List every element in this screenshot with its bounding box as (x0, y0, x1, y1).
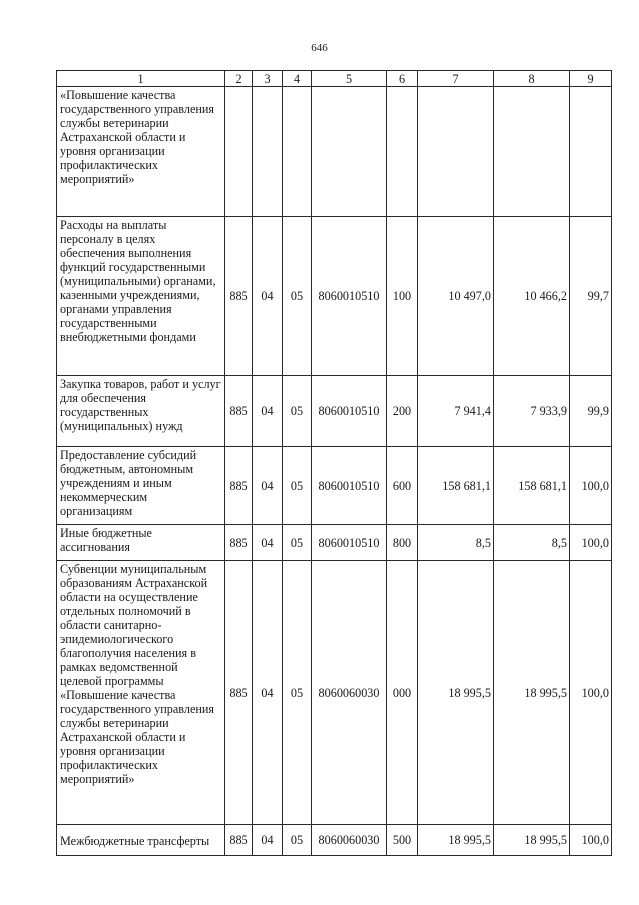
cell-target-article: 8060060030 (312, 561, 387, 825)
cell-ministry-code: 885 (225, 217, 253, 376)
row-description: Закупка товаров, работ и услуг для обеспечения государственных (муниципальных) нужд (57, 376, 225, 447)
cell-percent: 100,0 (570, 561, 612, 825)
cell-subsection: 05 (283, 376, 312, 447)
cell-target-article: 8060010510 (312, 525, 387, 561)
cell-target-article: 8060010510 (312, 447, 387, 525)
cell-subsection (283, 87, 312, 217)
cell-planned-amount: 18 995,5 (418, 561, 494, 825)
cell-actual-amount: 18 995,5 (494, 561, 570, 825)
cell-target-article: 8060010510 (312, 376, 387, 447)
cell-percent: 99,9 (570, 376, 612, 447)
cell-actual-amount: 18 995,5 (494, 825, 570, 856)
cell-percent: 100,0 (570, 447, 612, 525)
cell-expense-type: 600 (387, 447, 418, 525)
page-number: 646 (311, 42, 328, 54)
header-cell-4: 4 (283, 71, 312, 87)
header-cell-9: 9 (570, 71, 612, 87)
cell-actual-amount: 8,5 (494, 525, 570, 561)
table-row (57, 561, 612, 825)
cell-actual-amount: 158 681,1 (494, 447, 570, 525)
cell-ministry-code: 885 (225, 447, 253, 525)
header-cell-6: 6 (387, 71, 418, 87)
cell-percent (570, 87, 612, 217)
cell-section: 04 (253, 525, 283, 561)
cell-planned-amount: 10 497,0 (418, 217, 494, 376)
cell-planned-amount: 158 681,1 (418, 447, 494, 525)
table-row (57, 525, 612, 561)
table-row (57, 87, 612, 217)
cell-section: 04 (253, 825, 283, 856)
cell-planned-amount: 7 941,4 (418, 376, 494, 447)
cell-ministry-code: 885 (225, 561, 253, 825)
cell-section: 04 (253, 376, 283, 447)
header-cell-8: 8 (494, 71, 570, 87)
cell-subsection: 05 (283, 447, 312, 525)
cell-percent: 100,0 (570, 525, 612, 561)
cell-ministry-code: 885 (225, 825, 253, 856)
cell-planned-amount (418, 87, 494, 217)
cell-expense-type: 500 (387, 825, 418, 856)
cell-target-article: 8060060030 (312, 825, 387, 856)
cell-expense-type: 100 (387, 217, 418, 376)
budget-table (56, 70, 612, 856)
cell-actual-amount: 10 466,2 (494, 217, 570, 376)
header-cell-2: 2 (225, 71, 253, 87)
cell-target-article (312, 87, 387, 217)
cell-section: 04 (253, 217, 283, 376)
header-row (57, 71, 612, 87)
cell-section (253, 87, 283, 217)
cell-expense-type (387, 87, 418, 217)
row-description: Субвенции муниципальным образованиям Астраханской области на осуществление отдельных полномочий в области санитарно-эпидемиологического благополучия населения в рамках ведомственной целевой программы «Повышение качества государственного управления службы ветеринарии Астраханской области и уровня организации профилактических мероприятий» (57, 561, 225, 825)
cell-subsection: 05 (283, 825, 312, 856)
cell-subsection: 05 (283, 217, 312, 376)
row-description: Предоставление субсидий бюджетным, автономным учреждениям и иным некоммерческим организациям (57, 447, 225, 525)
cell-section: 04 (253, 561, 283, 825)
cell-planned-amount: 18 995,5 (418, 825, 494, 856)
row-description: Расходы на выплаты персоналу в целях обеспечения выполнения функций государственными (муниципальными) органами, казенными учреждениями, органами управления государственными внебюджетными фондами (57, 217, 225, 376)
cell-expense-type: 000 (387, 561, 418, 825)
cell-actual-amount: 7 933,9 (494, 376, 570, 447)
cell-actual-amount (494, 87, 570, 217)
table-row (57, 447, 612, 525)
cell-ministry-code (225, 87, 253, 217)
header-cell-1: 1 (57, 71, 225, 87)
cell-section: 04 (253, 447, 283, 525)
table-row (57, 376, 612, 447)
cell-ministry-code: 885 (225, 376, 253, 447)
table-body (57, 71, 612, 856)
cell-expense-type: 800 (387, 525, 418, 561)
header-cell-3: 3 (253, 71, 283, 87)
cell-planned-amount: 8,5 (418, 525, 494, 561)
row-description: Иные бюджетные ассигнования (57, 525, 225, 561)
cell-subsection: 05 (283, 525, 312, 561)
cell-target-article: 8060010510 (312, 217, 387, 376)
header-cell-5: 5 (312, 71, 387, 87)
table-row (57, 217, 612, 376)
row-description: «Повышение качества государственного управления службы ветеринарии Астраханской области и уровня организации профилактических мероприятий» (57, 87, 225, 217)
cell-expense-type: 200 (387, 376, 418, 447)
row-description: Межбюджетные трансферты (57, 825, 225, 856)
table-row (57, 825, 612, 856)
cell-ministry-code: 885 (225, 525, 253, 561)
header-cell-7: 7 (418, 71, 494, 87)
cell-subsection: 05 (283, 561, 312, 825)
cell-percent: 99,7 (570, 217, 612, 376)
cell-percent: 100,0 (570, 825, 612, 856)
